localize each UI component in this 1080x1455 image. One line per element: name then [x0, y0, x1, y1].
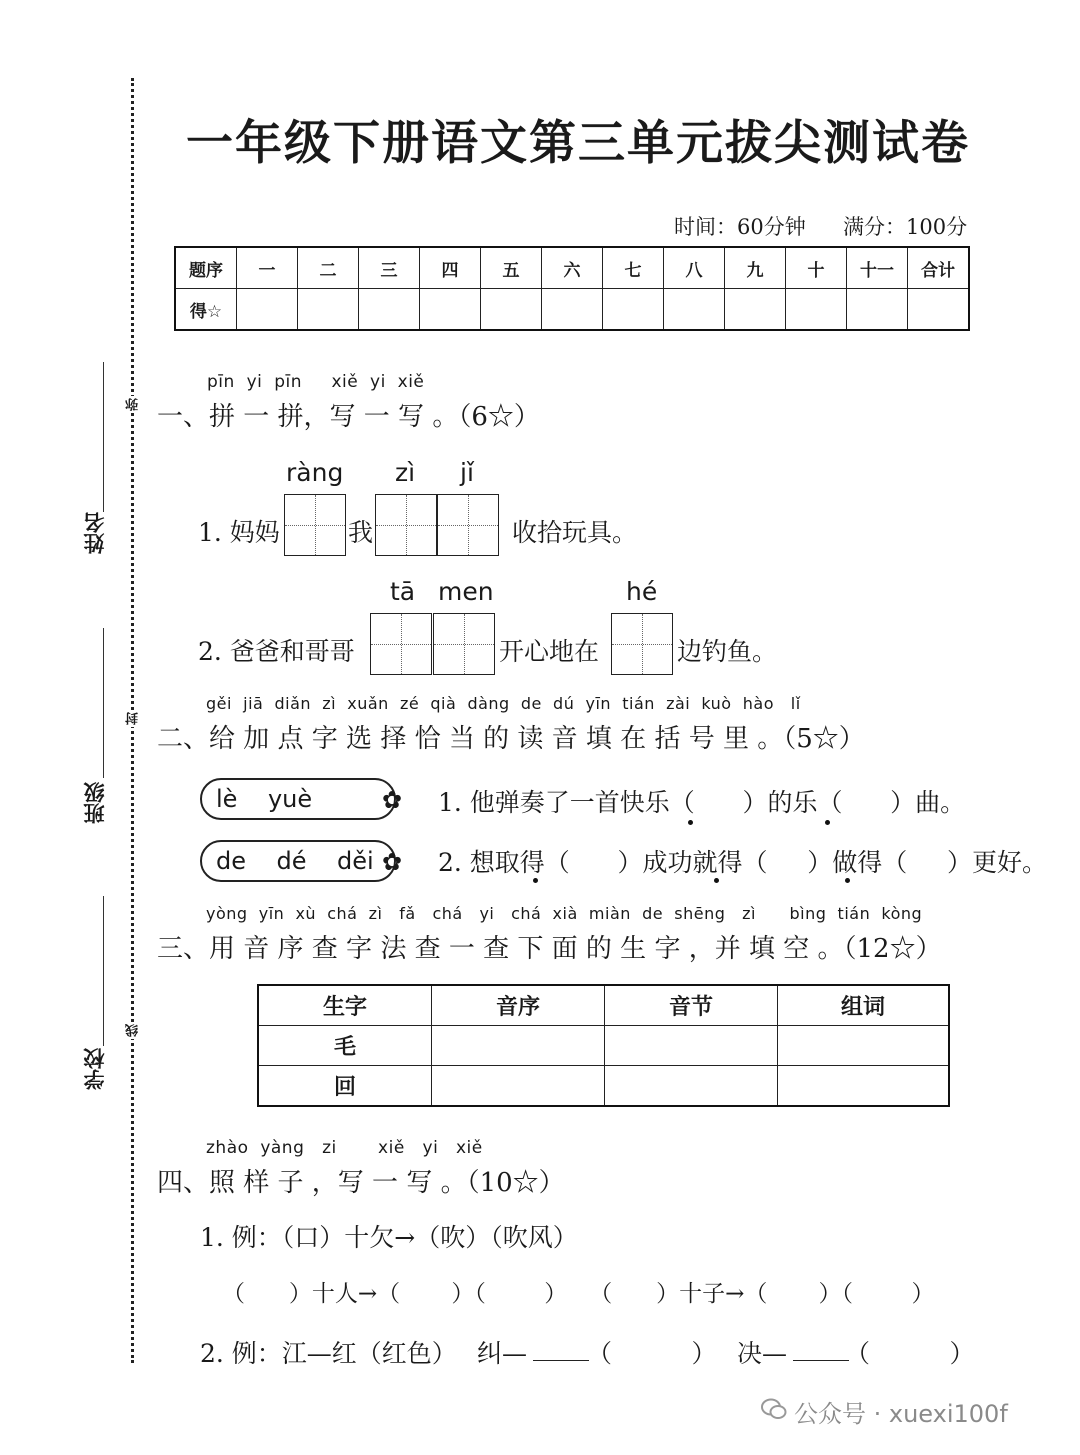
table-input-cell[interactable] — [605, 1026, 778, 1066]
score-header-cell: 八 — [664, 247, 725, 289]
flower-icon: ✿ — [382, 786, 403, 814]
seal-char-mi: 弥 — [126, 398, 141, 411]
pinyin-option-pill: de dé děi — [200, 840, 396, 882]
q1-prefix: 1. 妈妈 — [198, 518, 280, 547]
score-header-cell: 题序 — [175, 247, 237, 289]
table-input-cell[interactable] — [778, 1066, 950, 1107]
writing-box[interactable] — [611, 613, 673, 675]
emphasis-dot — [688, 820, 693, 825]
score-header-cell: 五 — [481, 247, 542, 289]
section2-heading: 二、给 加 点 字 选 择 恰 当 的 读 音 填 在 括 号 里 。（5☆） — [157, 724, 865, 754]
table-input-cell[interactable] — [778, 1026, 950, 1066]
section4-pinyin: zhào yàng zi xiě yi xiě — [206, 1138, 483, 1158]
score-header-cell: 合计 — [908, 247, 970, 289]
section3-heading: 三、用 音 序 查 字 法 查 一 查 下 面 的 生 字 ，并 填 空 。（12☆） — [157, 934, 942, 964]
q2-pinyin-he: hé — [626, 577, 658, 606]
section2-q1: 1. 他弹奏了一首快乐（ ）的乐（ ）曲。 — [438, 788, 966, 817]
table-header-cell: 音节 — [605, 985, 778, 1026]
score-header-cell: 七 — [603, 247, 664, 289]
score-input-cell[interactable] — [542, 289, 603, 331]
q1-pinyin-rang: ràng — [286, 458, 344, 487]
class-label: 班级 — [83, 782, 107, 824]
score-input-cell[interactable] — [847, 289, 908, 331]
table-input-cell[interactable] — [432, 1026, 605, 1066]
emphasis-dot — [714, 878, 719, 883]
table-header-cell: 生字 — [258, 985, 432, 1026]
score-header-cell: 一 — [237, 247, 298, 289]
q1-pinyin-zi: zì — [395, 458, 416, 487]
table-row — [258, 1066, 949, 1107]
score-input-cell[interactable] — [725, 289, 786, 331]
score-header-cell: 三 — [359, 247, 420, 289]
q2-pinyin-men: men — [438, 577, 494, 606]
emphasis-dot — [533, 878, 538, 883]
writing-box[interactable] — [370, 613, 432, 675]
q2-suffix: 边钓鱼。 — [677, 637, 778, 666]
writing-box[interactable] — [437, 494, 499, 556]
score-header-row — [175, 247, 969, 289]
q2-mid: 开心地在 — [499, 637, 600, 666]
section2-q2: 2. 想取得（ ）成功就得（ ）做得（ ）更好。 — [438, 848, 1047, 877]
score-table — [174, 246, 970, 331]
score-input-cell[interactable] — [420, 289, 481, 331]
q1-mid: 我 — [348, 518, 374, 547]
section4-q1-example: 1. 例：（口）十欠→（吹）（吹风） — [200, 1223, 578, 1252]
score-row-label: 得☆ — [175, 289, 237, 331]
section2-pinyin: gěi jiā diǎn zì xuǎn zé qià dàng de dú yīn tián zài kuò hào lǐ — [206, 694, 801, 713]
emphasis-dot — [845, 878, 850, 883]
table-header-cell: 音序 — [432, 985, 605, 1026]
score-header-cell: 十一 — [847, 247, 908, 289]
table-row — [258, 1026, 949, 1066]
score-input-cell[interactable] — [664, 289, 725, 331]
score-input-cell[interactable] — [481, 289, 542, 331]
score-input-cell[interactable] — [359, 289, 420, 331]
full-score: 满分：100分 — [843, 215, 968, 239]
score-input-cell[interactable] — [237, 289, 298, 331]
table-cell-character: 毛 — [258, 1026, 432, 1066]
writing-box[interactable] — [433, 613, 495, 675]
score-input-cell[interactable] — [908, 289, 970, 331]
school-label: 学校 — [83, 1048, 107, 1090]
table-header-row — [258, 985, 949, 1026]
section3-pinyin: yòng yīn xù chá zì fǎ chá yi chá xià miàn de shēng zì bìng tián kòng — [206, 904, 923, 923]
score-input-cell[interactable] — [603, 289, 664, 331]
table-cell-character: 回 — [258, 1066, 432, 1107]
section4-q2-a-paren: （ ） — [587, 1339, 717, 1368]
name-label: 姓名 — [83, 512, 107, 554]
writing-box[interactable] — [375, 494, 437, 556]
seal-char-xian: 线 — [126, 1024, 141, 1037]
flower-icon: ✿ — [382, 848, 403, 876]
school-blank-line — [103, 896, 104, 1046]
q1-suffix: 收拾玩具。 — [512, 518, 638, 547]
score-header-cell: 十 — [786, 247, 847, 289]
q2-prefix: 2. 爸爸和哥哥 — [198, 637, 355, 666]
name-blank-line — [103, 362, 104, 512]
pinyin-option-pill: lè yuè — [200, 778, 396, 820]
watermark-text: 公众号 · xuexi100f — [794, 1400, 1008, 1428]
score-input-cell[interactable] — [298, 289, 359, 331]
section4-q2-example: 2. 例：江—红（红色） — [200, 1339, 457, 1368]
score-value-row — [175, 289, 969, 331]
answer-underline[interactable] — [533, 1360, 589, 1361]
score-input-cell[interactable] — [786, 289, 847, 331]
table-input-cell[interactable] — [432, 1066, 605, 1107]
section1-pinyin: pīn yi pīn xiě yi xiě — [207, 372, 425, 392]
writing-box[interactable] — [284, 494, 346, 556]
table-input-cell[interactable] — [605, 1066, 778, 1107]
page-title: 一年级下册语文第三单元拔尖测试卷 — [186, 116, 970, 171]
answer-underline[interactable] — [793, 1360, 849, 1361]
score-header-cell: 九 — [725, 247, 786, 289]
wechat-icon — [760, 1396, 788, 1422]
section1-heading: 一、拼 一 拼，写 一 写 。（6☆） — [157, 402, 540, 432]
score-header-cell: 二 — [298, 247, 359, 289]
table-header-cell: 组词 — [778, 985, 950, 1026]
section4-heading: 四、照 样 子 ，写 一 写 。（10☆） — [157, 1168, 565, 1198]
score-header-cell: 六 — [542, 247, 603, 289]
time-limit: 时间：60分钟 — [674, 215, 806, 239]
section4-q1-blanks: （ ）十人→（ ）（ ） （ ）十子→（ ）（ ） — [222, 1281, 935, 1307]
character-lookup-table — [257, 984, 950, 1107]
section4-q2-a: 纠— — [477, 1339, 528, 1368]
score-header-cell: 四 — [420, 247, 481, 289]
q1-pinyin-ji: jǐ — [460, 458, 474, 487]
class-blank-line — [103, 628, 104, 778]
q2-pinyin-ta: tā — [390, 577, 416, 606]
section4-q2-b: 决— — [737, 1339, 788, 1368]
seal-char-feng: 封 — [126, 712, 141, 725]
section4-q2-b-paren: （ ） — [845, 1339, 975, 1368]
emphasis-dot — [825, 820, 830, 825]
